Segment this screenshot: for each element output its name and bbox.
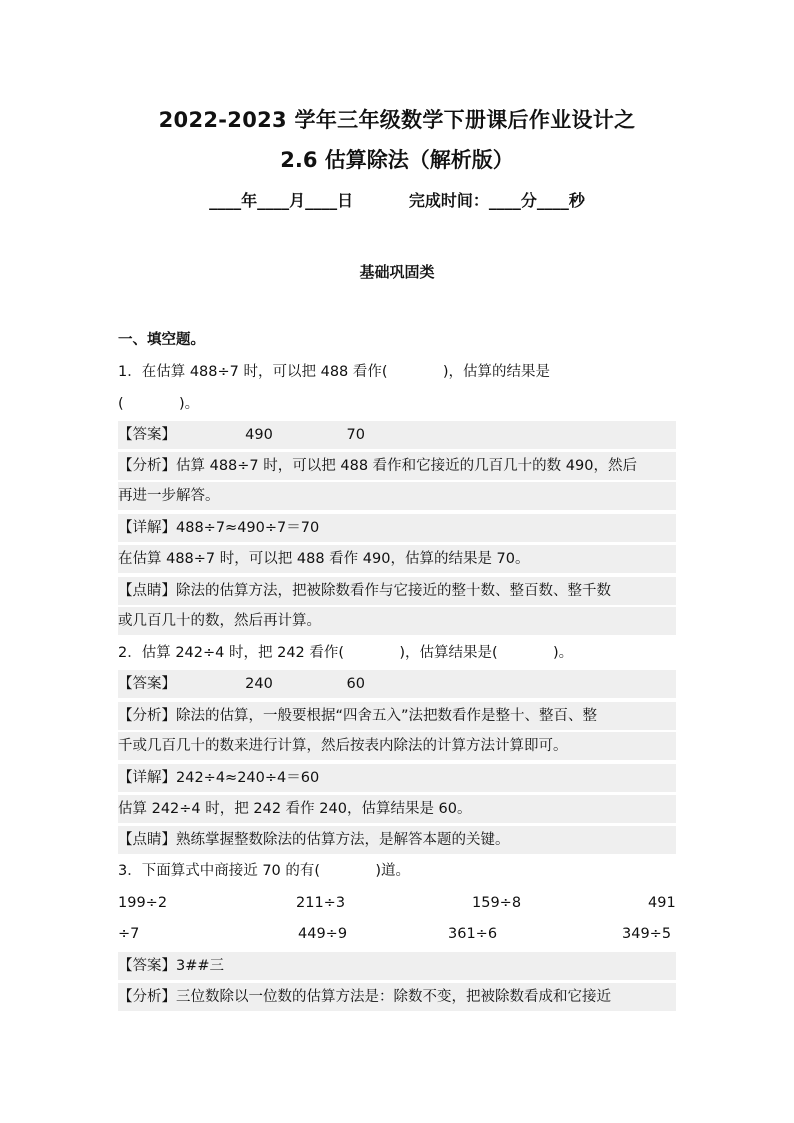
document-title-line2: 2.6 估算除法（解析版） — [280, 148, 514, 172]
q1-analysis-line1: 【分析】估算 488÷7 时，可以把 488 看作和它接近的几百几十的数 490，然后 — [118, 452, 676, 480]
q3-analysis-line1: 【分析】三位数除以一位数的估算方法是：除数不变，把被除数看成和它接近 — [118, 983, 676, 1011]
q3-expression: 491 — [648, 895, 676, 911]
q1-detail-explanation: 在估算 488÷7 时，可以把 488 看作 490，估算的结果是 70。 — [118, 545, 676, 573]
section-title: 基础巩固类 — [359, 263, 435, 281]
document-title-line1: 2022-2023 学年三年级数学下册课后作业设计之 — [158, 108, 636, 132]
q2-analysis-line1: 【分析】除法的估算，一般要根据“四舍五入”法把数看作是整十、整百、整 — [118, 702, 676, 730]
q2-point: 【点睛】熟练掌握整数除法的估算方法，是解答本题的关键。 — [118, 826, 676, 854]
q3-expression: 349÷5 — [622, 926, 672, 942]
q3-stem: 3．下面算式中商接近 70 的有( )道。 — [118, 863, 411, 879]
q1-stem-line1: 1．在估算 488÷7 时，可以把 488 看作( )，估算的结果是 — [118, 364, 551, 380]
q2-detail: 【详解】242÷4≈240÷4＝60 — [118, 764, 676, 792]
q3-expression: ÷7 — [118, 926, 140, 942]
q1-answer: 【答案】 490 70 — [118, 421, 676, 449]
q1-point-line1: 【点睛】除法的估算方法，把被除数看作与它接近的整十数、整百数、整千数 — [118, 577, 676, 605]
q2-detail-explanation: 估算 242÷4 时，把 242 看作 240，估算结果是 60。 — [118, 795, 676, 823]
q3-expression-row2 — [118, 920, 676, 948]
q3-expression: 361÷6 — [448, 926, 498, 942]
q3-expression: 159÷8 — [472, 895, 522, 911]
part-title: 一、填空题。 — [118, 332, 205, 348]
q1-detail: 【详解】488÷7≈490÷7＝70 — [118, 514, 676, 542]
q1-point-line2: 或几百几十的数，然后再计算。 — [118, 607, 676, 635]
q2-stem: 2．估算 242÷4 时，把 242 看作( )，估算结果是( )。 — [118, 645, 574, 661]
q2-analysis-line2: 千或几百几十的数来进行计算，然后按表内除法的计算方法计算即可。 — [118, 732, 676, 760]
q3-expression-row1 — [118, 889, 676, 917]
q2-answer: 【答案】 240 60 — [118, 670, 676, 698]
q3-expression: 199÷2 — [118, 895, 168, 911]
q3-expression: 211÷3 — [296, 895, 346, 911]
date-and-time-line: ____年____月____日 完成时间：____分____秒 — [209, 191, 585, 210]
q1-stem-line2: ( )。 — [118, 396, 200, 412]
q3-answer: 【答案】3##三 — [118, 952, 676, 980]
q1-analysis-line2: 再进一步解答。 — [118, 482, 676, 510]
q3-expression: 449÷9 — [298, 926, 348, 942]
